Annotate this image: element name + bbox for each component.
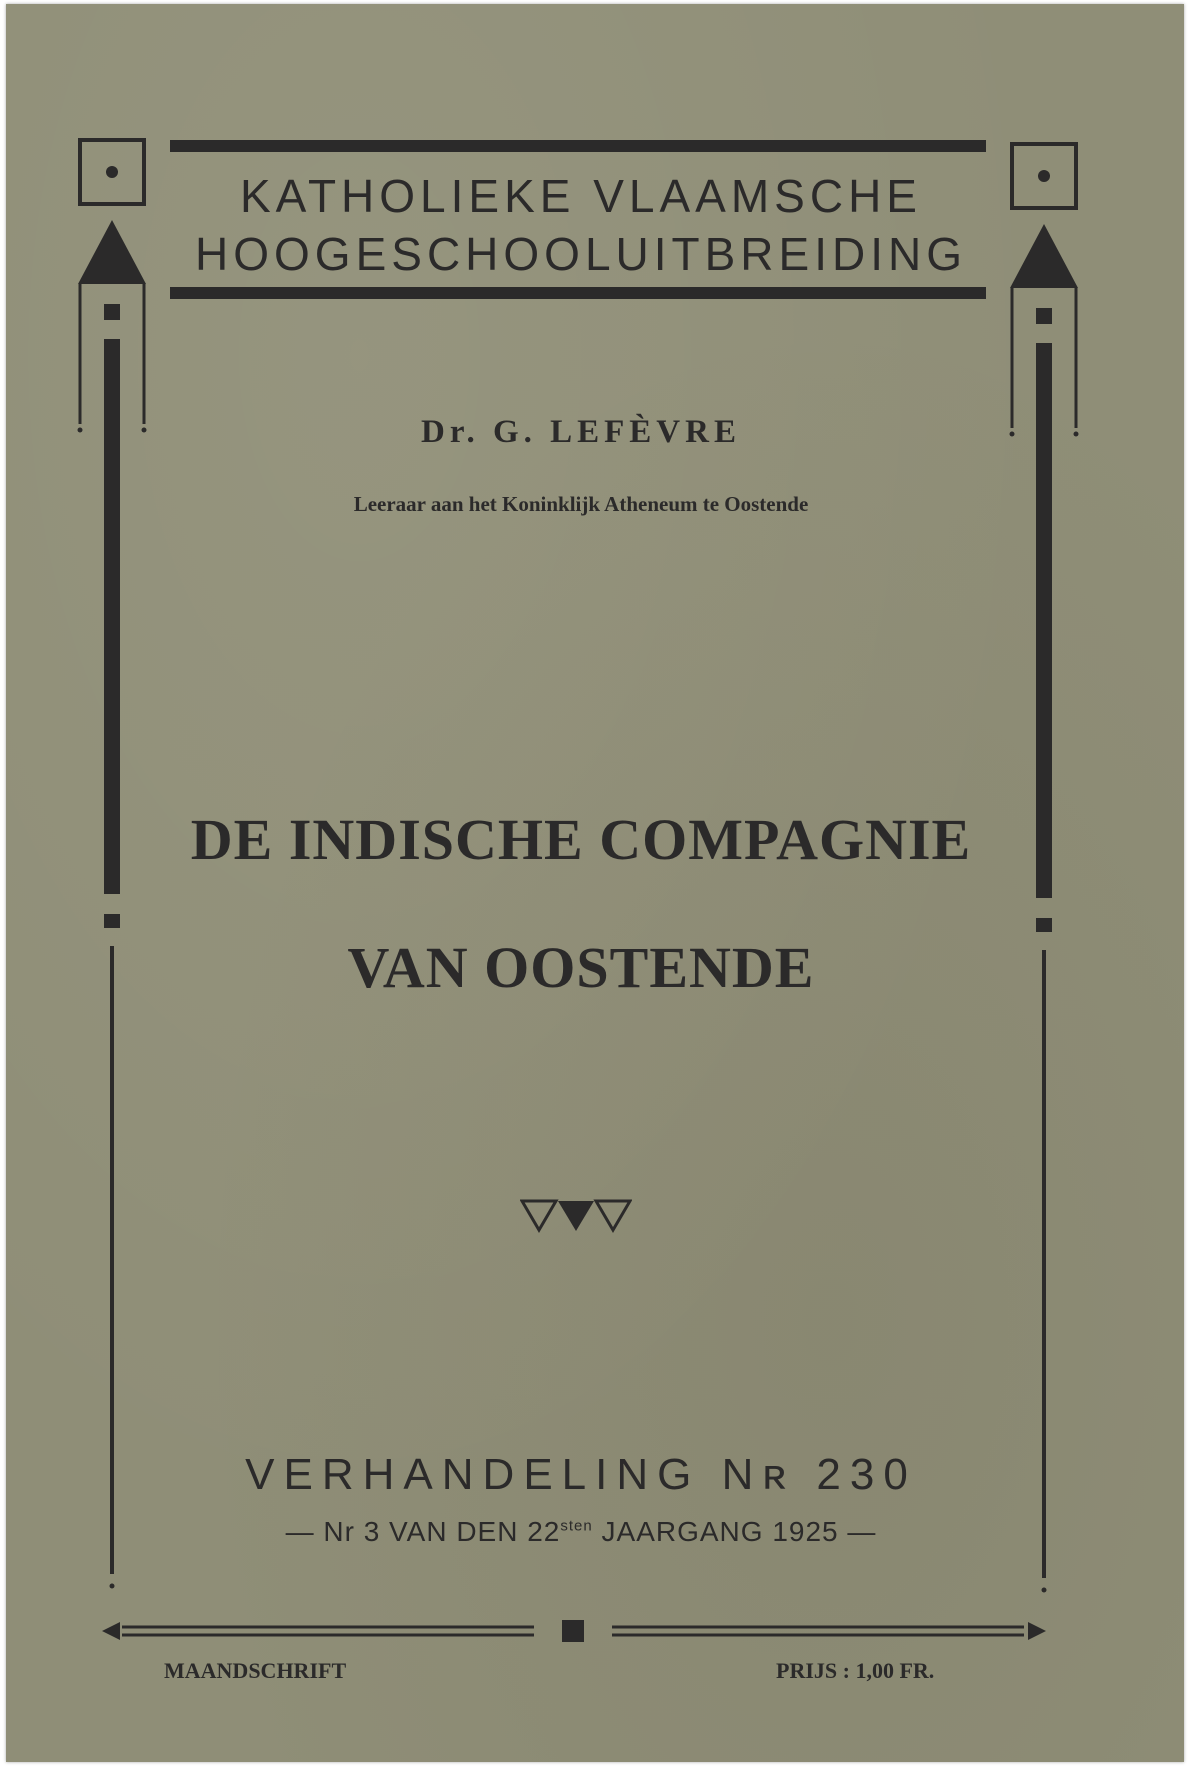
volume-superscript: sten [560, 1517, 593, 1535]
series-title-line2: HOOGESCHOOLUITBREIDING [195, 228, 967, 280]
footer-price: PRIJS : 1,00 FR. [776, 1658, 935, 1683]
book-title-line1: DE INDISCHE COMPAGNIE [190, 807, 972, 872]
treatise-number: VERHANDELING Nʀ 230 [245, 1450, 917, 1499]
series-rule [170, 287, 986, 299]
triangle-ornament-icon [520, 1198, 632, 1234]
series-title-line1: KATHOLIEKE VLAAMSCHE [240, 170, 922, 222]
author-name: Dr. G. LEFÈVRE [421, 414, 741, 450]
volume-line [176, 1516, 986, 1548]
volume-suffix: JAARGANG 1925 — [601, 1516, 877, 1547]
author-position: Leeraar aan het Koninklijk Atheneum te Oostende [353, 492, 809, 516]
bottom-arrow-rule [102, 1616, 1048, 1646]
left-ornament [72, 134, 162, 1604]
top-rule [170, 140, 986, 152]
book-title-line2: VAN OOSTENDE [347, 935, 815, 1000]
book-cover [6, 4, 1184, 1762]
right-ornament [1004, 138, 1094, 1608]
footer-periodical: MAANDSCHRIFT [164, 1658, 347, 1683]
volume-prefix: — Nr 3 VAN DEN 22 [285, 1516, 561, 1547]
